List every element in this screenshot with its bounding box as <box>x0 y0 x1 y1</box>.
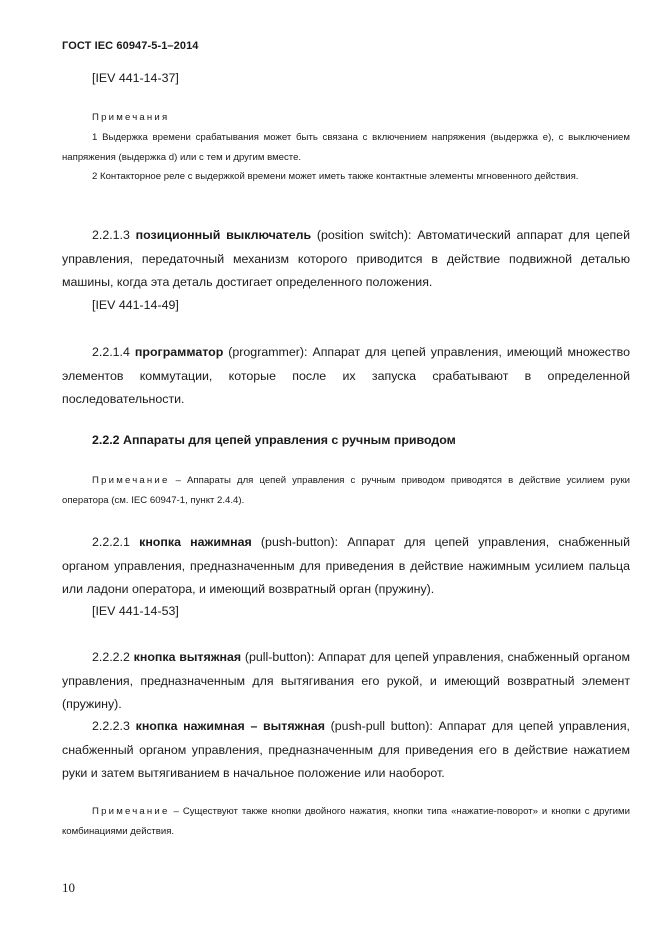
clause-text: (programmer): Аппарат для цепей управления, имеющий множество элементов коммутации, которые после их запуска срабатывают в определенной последовательности. <box>62 345 630 406</box>
reference-iev-441-14-49: [IEV 441-14-49] <box>92 298 179 312</box>
page-number: 10 <box>62 880 75 895</box>
term-position-switch: позиционный выключатель <box>135 228 312 242</box>
note-label: Примечание <box>92 806 170 817</box>
term-push-pull-button: кнопка нажимная – вытяжная <box>135 719 325 733</box>
note-1: 1 Выдержка времени срабатывания может быть связана с включением напряжения (выдержка e), с выключением напряжения (выдержка d) или с тем и другим вместе. <box>62 132 630 163</box>
clause-2-2-2-2 <box>62 646 630 717</box>
clause-2-2-2-1 <box>62 531 630 602</box>
clause-number: 2.2.1.4 <box>92 345 130 359</box>
reference-iev-441-14-53: [IEV 441-14-53] <box>92 604 179 618</box>
term-programmer: программатор <box>134 345 224 359</box>
section-2-2-2-note <box>62 471 630 511</box>
final-note <box>62 802 630 842</box>
clause-2-2-1-4 <box>62 341 630 412</box>
clause-text: (push-button): Аппарат для цепей управления, снабженный органом управления, предназначенным для приведения в действие нажимным усилием пальца или ладони оператора, и имеющий возвратный орган (пружину). <box>62 535 630 596</box>
document-header: ГОСТ IEC 60947-5-1–2014 <box>62 40 199 52</box>
clause-2-2-1-3 <box>62 224 630 295</box>
clause-text: (pull-button): Аппарат для цепей управления, снабженный органом управления, предназначенным для вытягивания его рукой, и имеющий возвратный элемент (пружину). <box>62 650 630 711</box>
term-push-button: кнопка нажимная <box>139 535 252 549</box>
clause-text: (push-pull button): Аппарат для цепей управления, снабженный органом управления, предназначенным для приведения его в действие нажатием руки и затем вытягиванием в начальное положение или наоборот. <box>62 719 630 780</box>
clause-number: 2.2.1.3 <box>92 228 130 242</box>
reference-iev-441-14-37: [IEV 441-14-37] <box>92 71 179 85</box>
clause-number: 2.2.2.2 <box>92 650 130 664</box>
clause-number: 2.2.2.1 <box>92 535 130 549</box>
clause-text: (position switch): Автоматический аппарат для цепей управления, передаточный механизм которого приводится в действие подвижной деталью машины, когда эта деталь достигает определенного положения. <box>62 228 630 289</box>
note-2: 2 Контакторное реле с выдержкой времени может иметь также контактные элементы мгновенного действия. <box>92 171 579 182</box>
note-text: – Существуют также кнопки двойного нажатия, кнопки типа «нажатие-поворот» и кнопки с другими комбинациями действия. <box>62 806 630 837</box>
notes-title: Примечания <box>92 112 170 123</box>
clause-number: 2.2.2.3 <box>92 719 130 733</box>
section-heading-2-2-2: 2.2.2 Аппараты для цепей управления с ручным приводом <box>92 433 456 447</box>
note-label: Примечание <box>92 475 170 486</box>
term-pull-button: кнопка вытяжная <box>133 650 242 664</box>
clause-2-2-2-3 <box>62 715 630 786</box>
note-text: – Аппараты для цепей управления с ручным приводом приводятся в действие усилием руки оператора (см. IEC 60947-1, пункт 2.4.4). <box>62 475 630 506</box>
